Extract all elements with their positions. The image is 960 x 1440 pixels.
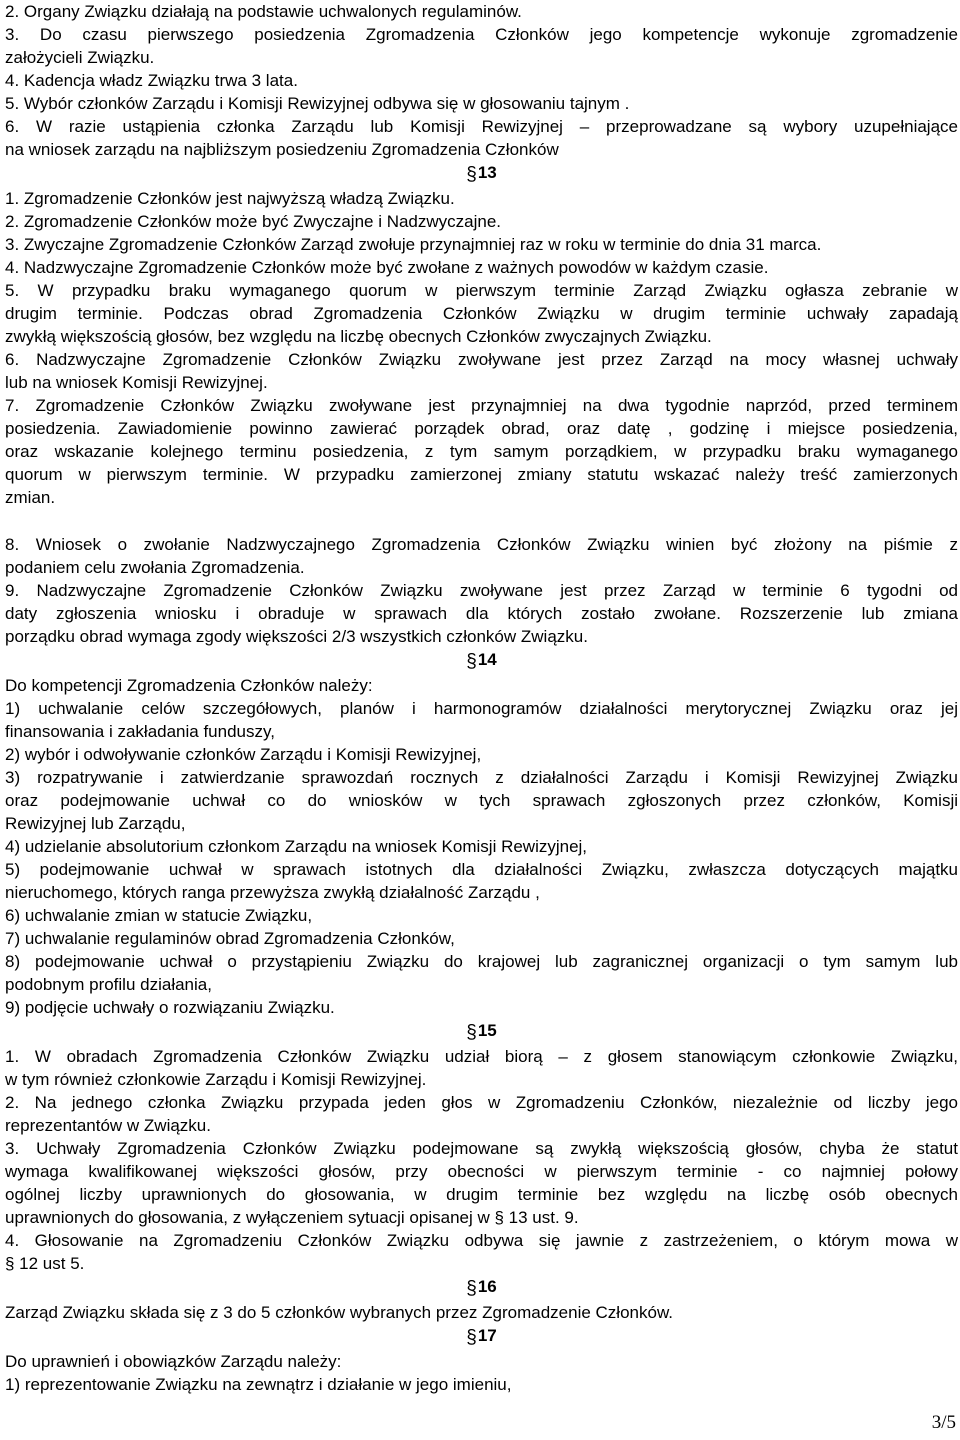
text-line: zwykłą większością głosów, bez względu na liczbę obecnych Członków zwyczajnych Związku. (5, 327, 712, 346)
paragraph (5, 579, 958, 648)
text-line: uprawnionych do głosowania, z wyłączeniem sytuacji opisanej w § 13 ust. 9. (5, 1208, 579, 1227)
text-line: porządku obrad wymaga zgody większości 2/3 wszystkich członków Związku. (5, 627, 588, 646)
section-symbol: § (466, 164, 477, 185)
paragraph (5, 1091, 958, 1137)
text-line: 1. Zgromadzenie Członków jest najwyższą władzą Związku. (5, 189, 455, 208)
text-line: drugim terminie. Podczas obrad Zgromadzenia Członków Związku w drugim terminie uchwały zapadają (5, 304, 958, 323)
text-line: daty zgłoszenia wniosku i obraduje w sprawach dla których zostało zwołane. Rozszerzenie lub zmiana (5, 604, 958, 623)
text-line: 5) podejmowanie uchwał w sprawach istotnych dla działalności Związku, zwłaszcza dotyczących majątku (5, 860, 958, 879)
section-heading (5, 1324, 958, 1350)
paragraph (5, 1301, 958, 1324)
text-line: 4. Nadzwyczajne Zgromadzenie Członków może być zwołane z ważnych powodów w każdym czasie. (5, 258, 769, 277)
blank-line (5, 509, 958, 533)
paragraph (5, 348, 958, 394)
document-page (5, 0, 958, 1396)
text-line: 6) uchwalanie zmian w statucie Związku, (5, 906, 313, 925)
section-heading (5, 1275, 958, 1301)
text-line: 6. Nadzwyczajne Zgromadzenie Członków Związku zwoływane jest przez Zarząd na mocy własnej uchwały (5, 350, 958, 369)
text-line: 2) wybór i odwoływanie członków Zarządu i Komisji Rewizyjnej, (5, 745, 482, 764)
paragraph (5, 92, 958, 115)
paragraph (5, 279, 958, 348)
section-number: 14 (477, 650, 497, 669)
text-line: 6. W razie ustąpienia członka Zarządu lub Komisji Rewizyjnej – przeprowadzane są wybory uzupełniające (5, 117, 958, 136)
paragraph (5, 256, 958, 279)
text-line: 2. Na jednego członka Związku przypada jeden głos w Zgromadzeniu Członków, niezależnie od liczby jego (5, 1093, 958, 1112)
text-line: 4. Kadencja władz Związku trwa 3 lata. (5, 71, 298, 90)
paragraph (5, 1137, 958, 1229)
paragraph (5, 115, 958, 161)
section-heading (5, 1019, 958, 1045)
paragraph (5, 23, 958, 69)
paragraph (5, 766, 958, 835)
paragraph (5, 743, 958, 766)
section-number: 15 (477, 1021, 497, 1040)
page-number: 3/5 (931, 1412, 956, 1433)
text-line: podaniem celu zwołania Zgromadzenia. (5, 558, 305, 577)
text-line: 4) udzielanie absolutorium członkom Zarządu na wniosek Komisji Rewizyjnej, (5, 837, 588, 856)
paragraph (5, 904, 958, 927)
text-line: oraz podejmowanie uchwał co do wniosków w tych sprawach zgłoszonych przez członków, Komisji (5, 791, 958, 810)
text-line: 1) uchwalanie celów szczegółowych, planów i harmonogramów działalności merytorycznej Związku oraz jej (5, 699, 958, 718)
text-line: reprezentantów w Związku. (5, 1116, 211, 1135)
text-line: 4. Głosowanie na Zgromadzeniu Członków Związku odbywa się jawnie z zastrzeżeniem, o którym mowa w (5, 1231, 958, 1250)
text-line: założycieli Związku. (5, 48, 155, 67)
text-line: nieruchomego, których ranga przewyższa zwykłą działalność Zarządu , (5, 883, 540, 902)
paragraph (5, 835, 958, 858)
text-line: 7. Zgromadzenie Członków Związku zwoływane jest przynajmniej na dwa tygodnie naprzód, przed terminem (5, 396, 958, 415)
text-line: podobnym profilu działania, (5, 975, 212, 994)
paragraph (5, 858, 958, 904)
text-line: 5. Wybór członków Zarządu i Komisji Rewizyjnej odbywa się w głosowaniu tajnym . (5, 94, 630, 113)
paragraph (5, 1373, 958, 1396)
paragraph (5, 1350, 958, 1373)
text-line: Do uprawnień i obowiązków Zarządu należy: (5, 1352, 342, 1371)
text-line: zmian. (5, 488, 56, 507)
paragraph (5, 674, 958, 697)
paragraph (5, 394, 958, 509)
text-line: wymaga kwalifikowanej większości głosów, przy obecności w pierwszym terminie - co najmniej połowy (5, 1162, 958, 1181)
section-heading (5, 648, 958, 674)
section-symbol: § (466, 1022, 477, 1043)
text-line: 3. Uchwały Zgromadzenia Członków Związku podejmowane są zwykłą większością głosów, chyba że statut (5, 1139, 958, 1158)
text-line: § 12 ust 5. (5, 1254, 85, 1273)
section-number: 16 (477, 1277, 497, 1296)
text-line: 9. Nadzwyczajne Zgromadzenie Członków Związku zwoływane jest przez Zarząd w terminie 6 tygodni od (5, 581, 958, 600)
paragraph (5, 697, 958, 743)
paragraph (5, 233, 958, 256)
text-line: posiedzenia. Zawiadomienie powinno zawierać porządek obrad, oraz datę , godzinę i miejsce posiedzenia, (5, 419, 958, 438)
text-line: 9) podjęcie uchwały o rozwiązaniu Związku. (5, 998, 335, 1017)
paragraph (5, 1045, 958, 1091)
text-line: 1. W obradach Zgromadzenia Członków Związku udział biorą – z głosem stanowiącym członkowie Związku, (5, 1047, 958, 1066)
paragraph (5, 0, 958, 23)
text-line: Zarząd Związku składa się z 3 do 5 członków wybranych przez Zgromadzenie Członków. (5, 1303, 674, 1322)
text-line: w tym również członkowie Zarządu i Komisji Rewizyjnej. (5, 1070, 427, 1089)
text-line: 3. Zwyczajne Zgromadzenie Członków Zarząd zwołuje przynajmniej raz w roku w terminie do dnia 31 marca. (5, 235, 822, 254)
paragraph (5, 996, 958, 1019)
text-line: ogólnej liczby uprawnionych do głosowania, w drugim terminie bez względu na liczbę osób obecnych (5, 1185, 958, 1204)
text-line: 2. Zgromadzenie Członków może być Zwyczajne i Nadzwyczajne. (5, 212, 502, 231)
paragraph (5, 187, 958, 210)
text-line: 8. Wniosek o zwołanie Nadzwyczajnego Zgromadzenia Członków Związku winien być złożony na piśmie z (5, 535, 958, 554)
section-number: 13 (477, 163, 497, 182)
text-line: 1) reprezentowanie Związku na zewnątrz i działanie w jego imieniu, (5, 1375, 512, 1394)
section-symbol: § (466, 651, 477, 672)
section-symbol: § (466, 1278, 477, 1299)
paragraph (5, 533, 958, 579)
section-symbol: § (466, 1327, 477, 1348)
paragraph (5, 950, 958, 996)
text-line: Rewizyjnej lub Zarządu, (5, 814, 186, 833)
paragraph (5, 927, 958, 950)
text-line: 5. W przypadku braku wymaganego quorum w pierwszym terminie Zarząd Związku ogłasza zebranie w (5, 281, 958, 300)
section-number: 17 (477, 1326, 497, 1345)
text-line: 8) podejmowanie uchwał o przystąpieniu Związku do krajowej lub zagranicznej organizacji o tym samym lub (5, 952, 958, 971)
paragraph (5, 210, 958, 233)
text-line: Do kompetencji Zgromadzenia Członków należy: (5, 676, 373, 695)
text-line: finansowania i zakładania funduszy, (5, 722, 275, 741)
text-line: quorum w pierwszym terminie. W przypadku zamierzonej zmiany statutu wskazać należy treść zamierzonych (5, 465, 958, 484)
section-heading (5, 161, 958, 187)
text-line: 3) rozpatrywanie i zatwierdzanie sprawozdań rocznych z działalności Zarządu i Komisji Rewizyjnej Związku (5, 768, 958, 787)
text-line: oraz wskazanie kolejnego terminu posiedzenia, z tym samym porządkiem, w przypadku braku wymaganego (5, 442, 958, 461)
paragraph (5, 69, 958, 92)
text-line: 2. Organy Związku działają na podstawie uchwalonych regulaminów. (5, 2, 522, 21)
text-line: 7) uchwalanie regulaminów obrad Zgromadzenia Członków, (5, 929, 455, 948)
paragraph (5, 1229, 958, 1275)
text-line: 3. Do czasu pierwszego posiedzenia Zgromadzenia Członków jego kompetencje wykonuje zgromadzenie (5, 25, 958, 44)
text-line: lub na wniosek Komisji Rewizyjnej. (5, 373, 268, 392)
text-line: na wniosek zarządu na najbliższym posiedzeniu Zgromadzenia Członków (5, 140, 559, 159)
